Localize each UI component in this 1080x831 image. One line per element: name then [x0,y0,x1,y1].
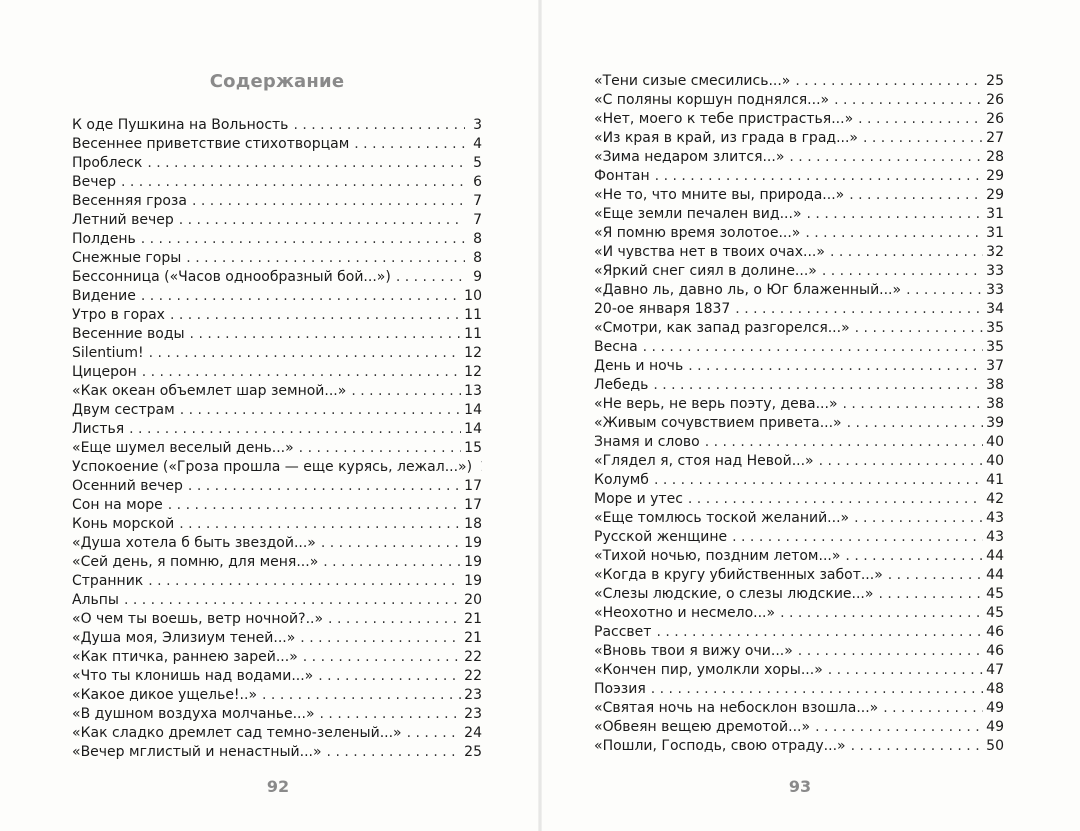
dot-leader [192,192,465,211]
toc-entry-page: 19 [464,554,482,570]
toc-entry-title: Колумб [594,472,649,488]
toc-entry [72,344,482,363]
toc-entry [594,205,1004,224]
dot-leader [688,357,983,376]
dot-leader [327,743,462,762]
dot-leader [321,534,461,553]
toc-entry-page: 3 [473,117,482,133]
dot-leader [863,129,983,148]
dot-leader [354,135,465,154]
toc-entry-page: 22 [464,668,482,684]
toc-entry-title: Silentium! [72,345,144,361]
dot-leader [328,610,461,629]
toc-entry [72,477,482,496]
toc-entry [594,471,1004,490]
toc-entry [72,705,482,724]
toc-entry-page: 38 [986,396,1004,412]
toc-entry-title: Поэзия [594,681,646,697]
toc-entry-title: Море и утес [594,491,683,507]
dot-leader [815,718,983,737]
toc-entry-page: 24 [464,725,482,741]
toc-entry-title: Летний вечер [72,212,174,228]
toc-entry-title: «Еще шумел веселый день...» [72,440,294,456]
page-number-right: 93 [788,777,812,796]
dot-leader [735,300,983,319]
toc-entry-title: Русской женщине [594,529,728,545]
toc-entry [72,249,482,268]
toc-entry [594,395,1004,414]
toc-entry-title: Весна [594,339,638,355]
toc-entry [594,148,1004,167]
dot-leader [142,363,461,382]
toc-entry-title: День и ночь [594,358,684,374]
toc-entry [594,414,1004,433]
toc-entry-title: «Как птичка, раннею зарей...» [72,649,298,665]
toc-entry-page: 45 [986,605,1004,621]
toc-entry-page: 15 [464,440,482,456]
dot-leader [805,224,983,243]
toc-entry [72,553,482,572]
toc-entry [72,439,482,458]
toc-entry-page: 33 [986,263,1004,279]
dot-leader [168,496,461,515]
toc-entry-page: 21 [464,630,482,646]
dot-leader [807,205,984,224]
dot-leader [293,116,465,135]
toc-entry-page: 32 [986,244,1004,260]
toc-entry-page: 35 [986,339,1004,355]
toc-entry [72,116,482,135]
toc-entry-page: 7 [473,212,482,228]
toc-entry [72,135,482,154]
toc-entry [594,699,1004,718]
toc-entry-title: «Что ты клонишь над водами...» [72,668,314,684]
dot-leader [148,572,461,591]
toc-entry-page: 39 [986,415,1004,431]
toc-entry-page: 5 [473,155,482,171]
toc-entry-title: Весенние воды [72,326,185,342]
dot-leader [688,490,983,509]
toc-entry-page: 50 [986,738,1004,754]
dot-leader [643,338,984,357]
toc-entry [594,186,1004,205]
dot-leader [789,148,983,167]
toc-entry-title: «Вновь твои я вижу очи...» [594,643,793,659]
toc-entry [594,490,1004,509]
dot-leader [186,249,465,268]
toc-entry [72,230,482,249]
toc-entry-page: 6 [473,174,482,190]
toc-entry-page: 31 [986,206,1004,222]
dot-leader [819,452,984,471]
dot-leader [878,585,983,604]
toc-entry-title: «Святая ночь на небосклон взошла...» [594,700,879,716]
dot-leader [822,262,983,281]
dot-leader [854,509,983,528]
toc-entry-title: Альпы [72,592,119,608]
dot-leader [705,433,983,452]
dot-leader [906,281,983,300]
toc-entry-page: 9 [473,269,482,285]
toc-title: Содержание [209,71,345,92]
toc-entry-title: Фонтан [594,168,650,184]
toc-entry [72,382,482,401]
toc-entry-title: «Нет, моего к тебе пристрастья...» [594,111,854,127]
toc-entry [72,363,482,382]
dot-leader [795,72,983,91]
toc-entry-title: «Слезы людские, о слезы людские...» [594,586,874,602]
toc-entry [594,224,1004,243]
toc-entry [72,154,482,173]
toc-entry-page: 37 [986,358,1004,374]
toc-entry [72,648,482,667]
toc-entry [594,585,1004,604]
toc-entry-title: «Как сладко дремлет сад темно-зеленый...» [72,725,402,741]
toc-entry-page: 46 [986,624,1004,640]
dot-leader [888,566,983,585]
dot-leader [830,243,983,262]
toc-entry [72,724,482,743]
dot-leader [149,344,462,363]
toc-entry-page: 26 [986,111,1004,127]
toc-entry [594,243,1004,262]
toc-entry [72,686,482,705]
toc-entry [72,401,482,420]
toc-entry-page: 33 [986,282,1004,298]
toc-entry [594,623,1004,642]
dot-leader [855,319,984,338]
toc-entry [594,509,1004,528]
toc-entry-page: 34 [986,301,1004,317]
toc-entry [594,72,1004,91]
toc-entry-title: Весенняя гроза [72,193,187,209]
toc-entry-title: Рассвет [594,624,652,640]
toc-entry-page: 38 [986,377,1004,393]
toc-entry [594,110,1004,129]
dot-leader [407,724,462,743]
toc-entry-title: «Неохотно и несмело...» [594,605,776,621]
toc-entry-page: 27 [986,130,1004,146]
toc-entry-page: 47 [986,662,1004,678]
toc-entry [72,287,482,306]
dot-leader [845,547,983,566]
toc-entry [72,211,482,230]
toc-entry-title: «Яркий снег сиял в долине...» [594,263,817,279]
toc-entry-title: «Тени сизые смесились...» [594,73,791,89]
dot-leader [300,629,461,648]
toc-entry [72,496,482,515]
dot-leader [179,515,461,534]
toc-entry [594,737,1004,756]
toc-entry-title: «Не то, что мните вы, природа...» [594,187,845,203]
toc-entry-title: Видение [72,288,136,304]
toc-entry [72,534,482,553]
toc-entry-page: 12 [464,364,482,380]
toc-entry [594,433,1004,452]
toc-entry-page: 44 [986,548,1004,564]
toc-entry [594,129,1004,148]
toc-entry-title: Бессонница («Часов однообразный бой...») [72,269,391,285]
toc-entry-page: 26 [986,92,1004,108]
dot-leader [780,604,983,623]
toc-entry-page: 8 [473,231,482,247]
toc-entry [594,680,1004,699]
toc-entry [594,547,1004,566]
toc-entry-title: «Вечер мглистый и ненастный...» [72,744,322,760]
toc-entry-title: «Живым сочувствием привета...» [594,415,842,431]
dot-leader [262,686,461,705]
toc-entry-page: 29 [986,168,1004,184]
toc-entry-page: 44 [986,567,1004,583]
toc-entry-title: Сон на море [72,497,163,513]
dot-leader [834,91,983,110]
toc-entry-title: Листья [72,421,125,437]
toc-entry-title: «Я помню время золотое...» [594,225,801,241]
toc-entry-title: Вечер [72,174,116,190]
dot-leader [732,528,983,547]
page-number-left: 92 [266,777,290,796]
toc-entry-page: 8 [473,250,482,266]
toc-entry-title: «Из края в край, из града в град...» [594,130,858,146]
dot-leader [180,401,461,420]
toc-entry-title: Утро в горах [72,307,165,323]
toc-entry-title: «Душа моя, Элизиум теней...» [72,630,296,646]
toc-entry-title: «Смотри, как запад разгорелся...» [594,320,850,336]
toc-entry [72,629,482,648]
toc-entry [72,306,482,325]
dot-leader [847,414,984,433]
dot-leader [654,471,983,490]
toc-list-right [594,72,1004,756]
toc-entry-title: К оде Пушкина на Вольность [72,117,289,133]
toc-entry-page: 14 [464,421,482,437]
toc-entry-page: 19 [464,573,482,589]
toc-entry-page: 20 [464,592,482,608]
dot-leader [299,439,462,458]
toc-entry-page: 22 [464,649,482,665]
toc-entry-title: «Как океан объемлет шар земной...» [72,383,347,399]
right-page [540,0,1080,831]
toc-entry-page: 21 [464,611,482,627]
toc-entry-page: 45 [986,586,1004,602]
toc-entry [594,281,1004,300]
toc-entry-page: 11 [464,307,482,323]
toc-entry [72,591,482,610]
toc-entry-title: Весеннее приветствие стихотворцам [72,136,350,152]
toc-entry-title: «С поляны коршун поднялся...» [594,92,830,108]
toc-entry-page: 25 [464,744,482,760]
toc-entry [72,515,482,534]
toc-entry-page: 49 [986,719,1004,735]
toc-entry [594,300,1004,319]
dot-leader [798,642,983,661]
dot-leader [351,382,461,401]
toc-entry [594,91,1004,110]
toc-entry [72,667,482,686]
toc-entry [72,173,482,192]
dot-leader [396,268,465,287]
toc-entry-title: «Какое дикое ущелье!..» [72,687,258,703]
dot-leader [170,306,461,325]
toc-entry-title: «Глядел я, стоя над Невой...» [594,453,814,469]
dot-leader [828,661,983,680]
dot-leader [849,186,983,205]
dot-leader [651,680,983,699]
toc-entry [72,743,482,762]
toc-entry-page: 43 [986,510,1004,526]
dot-leader [843,395,984,414]
dot-leader [655,167,984,186]
dot-leader [141,287,461,306]
dot-leader [190,325,462,344]
toc-entry-title: «Обвеян вещею дремотой...» [594,719,811,735]
toc-entry-title: Цицерон [72,364,137,380]
dot-leader [303,648,461,667]
toc-entry-page: 23 [464,706,482,722]
toc-entry-page: 25 [986,73,1004,89]
toc-entry-title: «Кончен пир, умолкли хоры...» [594,662,823,678]
dot-leader [141,230,465,249]
toc-entry [594,319,1004,338]
toc-entry-title: Лебедь [594,377,649,393]
toc-entry [594,718,1004,737]
toc-entry-page: 40 [986,434,1004,450]
dot-leader [188,477,461,496]
toc-entry [594,338,1004,357]
toc-entry-title: «Пошли, Господь, свою отраду...» [594,738,846,754]
toc-entry-page: 49 [986,700,1004,716]
dot-leader [883,699,983,718]
toc-entry-page: 40 [986,453,1004,469]
toc-entry-title: 20-ое января 1837 [594,301,731,317]
toc-list-left [72,116,482,762]
toc-entry-page: 42 [986,491,1004,507]
toc-entry-page: 18 [464,516,482,532]
toc-entry-title: «Сей день, я помню, для меня...» [72,554,319,570]
toc-entry [72,268,482,287]
dot-leader [320,705,462,724]
toc-entry-page: 43 [986,529,1004,545]
toc-entry-title: «И чувства нет в твоих очах...» [594,244,825,260]
dot-leader [129,420,461,439]
toc-entry [72,420,482,439]
toc-entry [594,528,1004,547]
toc-entry-page: 17 [464,478,482,494]
toc-entry-page [480,458,482,477]
toc-entry [72,458,482,477]
toc-entry-page: 7 [473,193,482,209]
toc-entry-title: «Еще земли печален вид...» [594,206,802,222]
toc-entry-page: 48 [986,681,1004,697]
toc-entry-page: 46 [986,643,1004,659]
toc-entry [72,192,482,211]
toc-entry-page: 14 [464,402,482,418]
toc-entry [594,452,1004,471]
toc-entry-title: «Зима недаром злится...» [594,149,785,165]
toc-entry [594,604,1004,623]
toc-entry [594,376,1004,395]
toc-entry-title: Осенний вечер [72,478,183,494]
toc-entry-page: 17 [464,497,482,513]
toc-entry-page: 10 [464,288,482,304]
toc-entry-title: Проблеск [72,155,143,171]
dot-leader [656,623,983,642]
toc-entry-title: Снежные горы [72,250,182,266]
toc-entry-title: «Когда в кругу убийственных забот...» [594,567,883,583]
toc-entry [594,262,1004,281]
dot-leader [318,667,461,686]
toc-entry-title: Успокоение («Гроза прошла — еще курясь, лежал...») [72,459,473,475]
toc-entry-page: 29 [986,187,1004,203]
toc-entry-page: 31 [986,225,1004,241]
toc-entry-page: 41 [986,472,1004,488]
toc-entry-page: 11 [464,326,482,342]
toc-entry [594,661,1004,680]
dot-leader [851,737,984,756]
toc-entry-title: Двум сестрам [72,402,175,418]
toc-entry-page: 35 [986,320,1004,336]
toc-entry-page: 19 [464,535,482,551]
dot-leader [121,173,465,192]
toc-entry-title: «Не верь, не верь поэту, дева...» [594,396,838,412]
dot-leader [653,376,983,395]
toc-entry-title: «Еще томлюсь тоской желаний...» [594,510,850,526]
toc-entry [594,566,1004,585]
toc-entry [72,610,482,629]
toc-entry-title: «Давно ль, давно ль, о Юг блаженный...» [594,282,902,298]
dot-leader [124,591,461,610]
toc-entry-page: 12 [464,345,482,361]
toc-entry [72,572,482,591]
toc-entry-title: Знамя и слово [594,434,700,450]
dot-leader [323,553,461,572]
dot-leader [179,211,465,230]
toc-entry-page: 28 [986,149,1004,165]
toc-entry-title: Странник [72,573,144,589]
dot-leader [858,110,983,129]
toc-entry-title: «Тихой ночью, поздним летом...» [594,548,841,564]
toc-entry-title: «Душа хотела б быть звездой...» [72,535,316,551]
toc-entry-title: «О чем ты воешь, ветр ночной?..» [72,611,324,627]
toc-entry-title: «В душном воздуха молчанье...» [72,706,315,722]
toc-entry [72,325,482,344]
toc-entry [594,357,1004,376]
toc-entry-title: Конь морской [72,516,175,532]
toc-entry [594,642,1004,661]
toc-entry-page: 23 [464,687,482,703]
toc-entry-page: 4 [473,136,482,152]
toc-entry-page: 13 [464,383,482,399]
toc-entry [594,167,1004,186]
toc-entry-title: Полдень [72,231,136,247]
dot-leader [147,154,465,173]
